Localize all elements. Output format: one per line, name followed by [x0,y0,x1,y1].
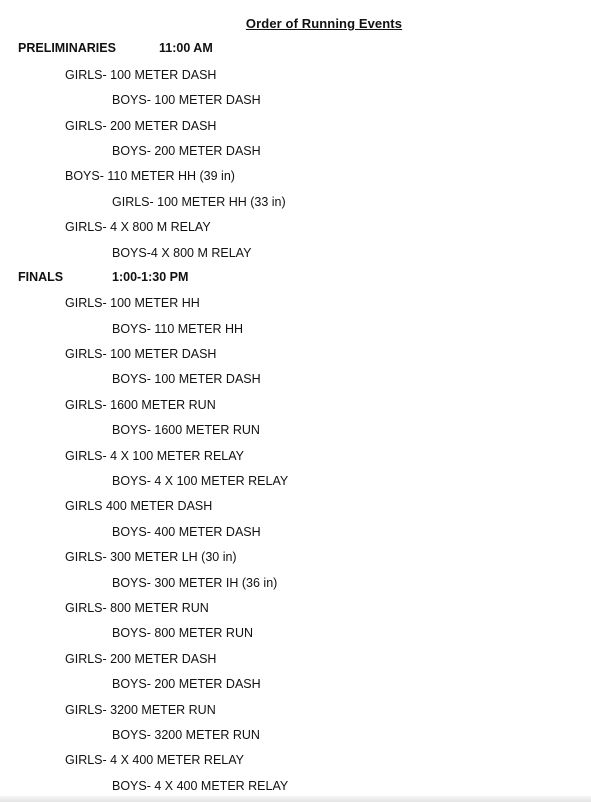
prelim-event: BOYS- 200 METER DASH [112,144,261,158]
finals-event: BOYS- 3200 METER RUN [112,728,260,742]
finals-event: BOYS- 800 METER RUN [112,626,254,640]
finals-event: GIRLS- 4 X 100 METER RELAY [65,449,244,463]
finals-event: GIRLS- 300 METER LH (30 in) [65,550,237,564]
finals-time: 1:00-1:30 PM [112,270,189,284]
finals-event: BOYS- 200 METER DASH [112,677,261,691]
preliminaries-header [18,41,213,55]
finals-event: BOYS- 110 METER HH [112,322,244,336]
prelim-event: BOYS- 110 METER HH (39 in) [65,169,235,183]
preliminaries-time: 11:00 AM [159,41,213,55]
prelim-event: GIRLS- 4 X 800 M RELAY [65,220,211,234]
page-title: Order of Running Events [245,16,403,31]
finals-event: GIRLS- 800 METER RUN [65,601,209,615]
preliminaries-label: PRELIMINARIES [18,41,116,55]
prelim-event: BOYS-4 X 800 M RELAY [112,246,252,260]
prelim-event: GIRLS- 100 METER HH (33 in) [112,195,286,209]
finals-event: GIRLS- 200 METER DASH [65,652,217,666]
finals-header [18,270,189,284]
finals-event: GIRLS- 100 METER DASH [65,347,217,361]
finals-event: GIRLS- 100 METER HH [65,296,200,310]
prelim-event: BOYS- 100 METER DASH [112,93,261,107]
page-bottom-edge [0,796,591,802]
finals-event: BOYS- 4 X 100 METER RELAY [112,474,289,488]
finals-event: BOYS- 100 METER DASH [112,372,261,386]
finals-event: GIRLS 400 METER DASH [65,499,213,513]
finals-event: BOYS- 4 X 400 METER RELAY [112,779,289,793]
finals-label: FINALS [18,270,64,284]
finals-event: BOYS- 300 METER IH (36 in) [112,576,278,590]
prelim-event: GIRLS- 200 METER DASH [65,119,217,133]
finals-event: BOYS- 400 METER DASH [112,525,261,539]
finals-event: BOYS- 1600 METER RUN [112,423,260,437]
finals-event: GIRLS- 4 X 400 METER RELAY [65,753,244,767]
prelim-event: GIRLS- 100 METER DASH [65,68,217,82]
finals-event: GIRLS- 1600 METER RUN [65,398,216,412]
finals-event: GIRLS- 3200 METER RUN [65,703,216,717]
